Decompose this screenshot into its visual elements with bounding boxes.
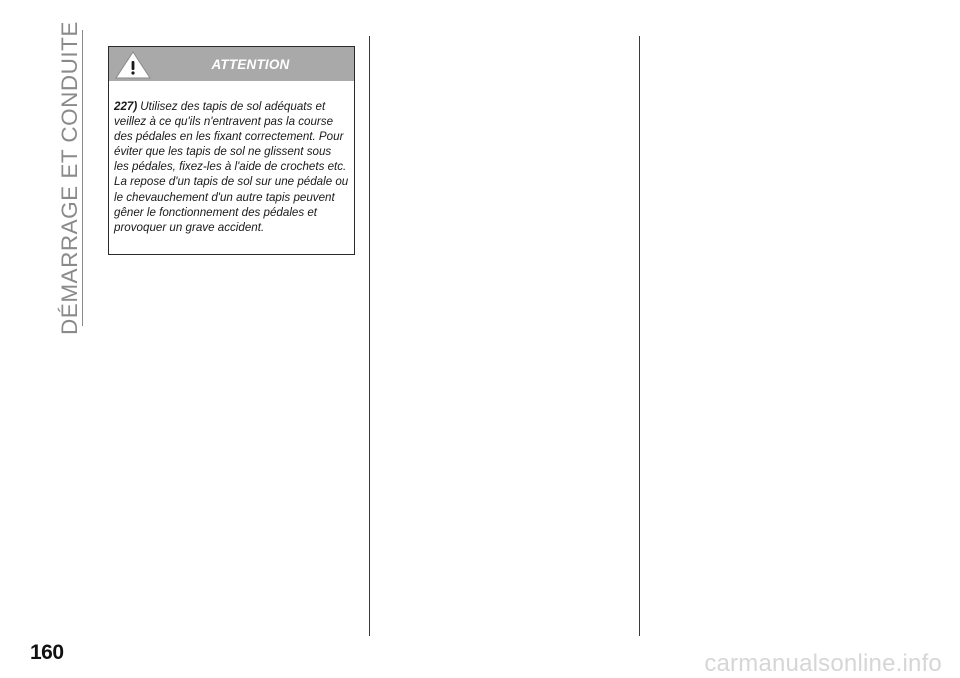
column-divider-left: [369, 36, 370, 636]
warning-reference-number: 227): [114, 100, 138, 113]
section-title: DÉMARRAGE ET CONDUITE: [57, 21, 82, 335]
warning-box: [108, 46, 355, 255]
section-divider-line: [82, 30, 83, 326]
warning-triangle-icon: [113, 50, 153, 80]
page-number: 160: [30, 641, 64, 664]
watermark: carmanualsonline.info: [704, 650, 942, 677]
warning-header: [109, 47, 354, 81]
warning-text-block: [114, 99, 349, 235]
warning-title: ATTENTION: [211, 57, 290, 72]
warning-text: Utilisez des tapis de sol adéquats et veillez à ce qu'ils n'entravent pas la course des pédales en les fixant correctement. Pour éviter que les tapis de sol ne glissent sous les pédales, fixez-les à l'aide de crochets etc. La repose d'un tapis de sol sur une pédale ou le chevauchement d'un autre tapis peuvent gêner le fonctionnement des pédales et provoquer un grave accident.: [114, 100, 349, 234]
column-divider-right: [639, 36, 640, 636]
